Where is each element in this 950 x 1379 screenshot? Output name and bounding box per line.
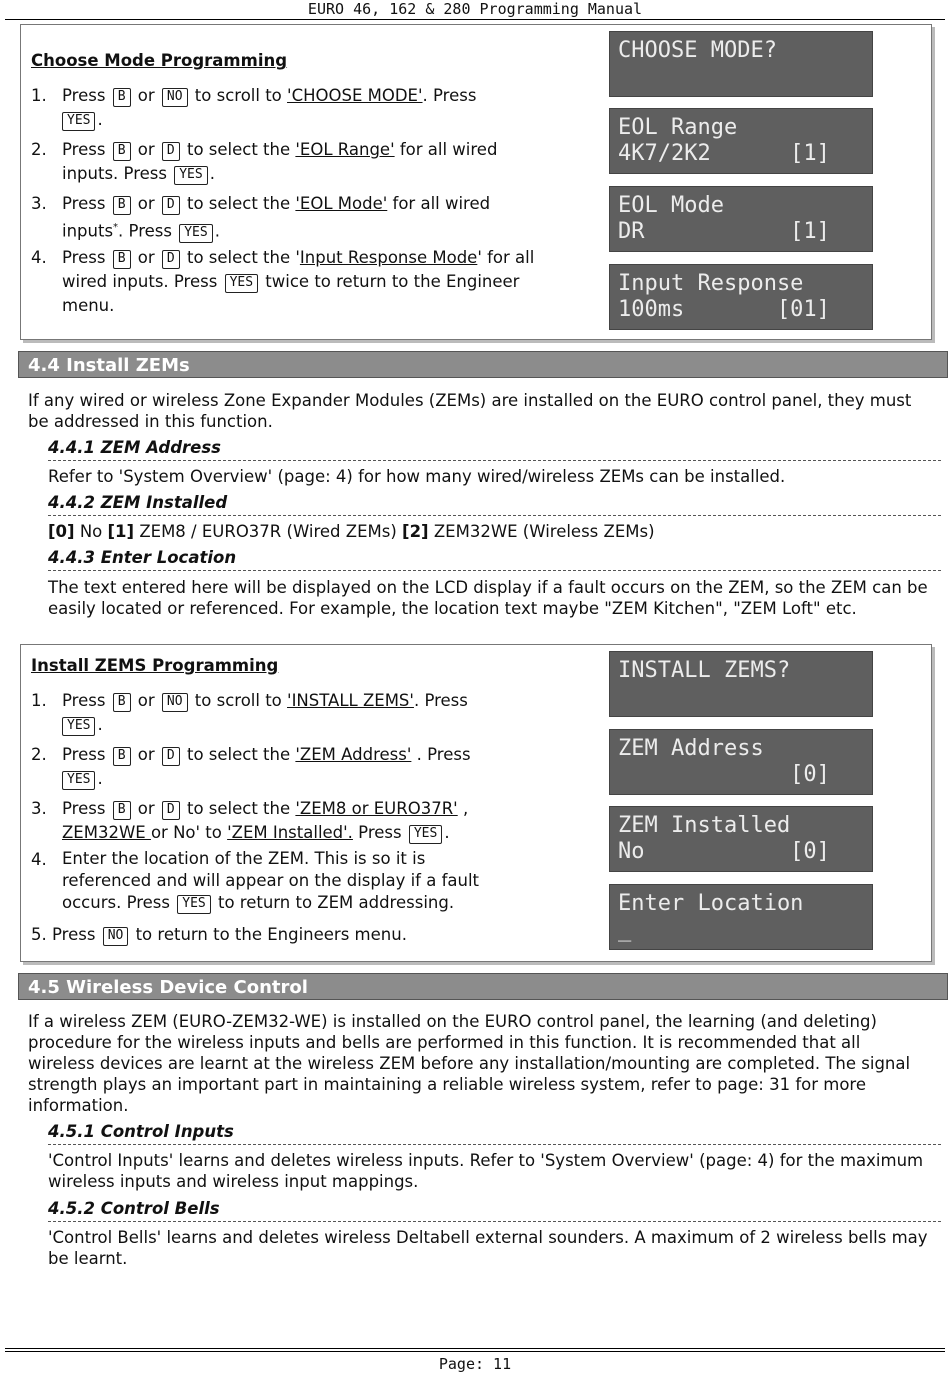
step-text: to select the xyxy=(181,194,296,213)
step-text: Press xyxy=(62,86,106,105)
page-header: EURO 46, 162 & 280 Programming Manual xyxy=(307,0,643,18)
step-text: Press xyxy=(62,691,106,710)
footnote-marker: * xyxy=(113,222,119,233)
yes-key-icon: YES xyxy=(62,112,95,131)
choose-mode-title: Choose Mode Programming xyxy=(31,51,288,70)
install-zems-box xyxy=(20,644,932,962)
b-key-icon: B xyxy=(113,142,131,161)
step-text: or No' to xyxy=(150,823,228,842)
step-text: Enter the location of the ZEM. This is so it is referenced and will appear on the display if a fault occurs. Press xyxy=(62,849,480,912)
section-4-4-intro: If any wired or wireless Zone Expander Modules (ZEMs) are installed on the EURO control panel, they must be addressed in this function. xyxy=(28,391,912,431)
subheading-4-4-1: 4.4.1 ZEM Address xyxy=(48,438,941,461)
step-text: or xyxy=(137,691,155,710)
step-text: Press xyxy=(62,799,106,818)
menu-target: Input Response Mode xyxy=(299,248,478,267)
no-key-icon: NO xyxy=(162,88,188,107)
lcd-line-2: [0] xyxy=(618,762,830,787)
step-text: . Press xyxy=(118,221,178,241)
menu-target: 'ZEM Address' xyxy=(295,745,412,764)
step-text: to select the xyxy=(181,745,296,764)
choose-mode-step-3 xyxy=(31,192,551,244)
lcd-display-install-zems xyxy=(609,651,873,717)
d-key-icon: D xyxy=(162,801,180,820)
yes-key-icon: YES xyxy=(177,895,210,914)
step-text: . xyxy=(97,715,103,734)
step-number: 4. xyxy=(31,248,47,267)
step-text: or xyxy=(137,86,155,105)
subsection-4-5-1-text: 'Control Inputs' learns and deletes wireless inputs. Refer to 'System Overview' (page: 4) for the maximum wireless inputs and wireless input mappings. xyxy=(48,1151,924,1191)
yes-key-icon: YES xyxy=(409,825,442,844)
step-text: or xyxy=(137,140,155,159)
lcd-line-2: 100ms [01] xyxy=(618,297,830,322)
step-text: or xyxy=(137,799,155,818)
lcd-display-input-response xyxy=(609,264,873,330)
menu-target: 'ZEM Installed'. xyxy=(227,823,353,842)
install-zems-title: Install ZEMS Programming xyxy=(31,656,279,675)
subheading-4-5-2: 4.5.2 Control Bells xyxy=(48,1199,941,1222)
yes-key-icon: YES xyxy=(225,274,258,293)
option-code: [2] xyxy=(402,522,429,541)
footer-rule xyxy=(5,1348,945,1349)
step-text: Press xyxy=(62,140,106,159)
choose-mode-step-4 xyxy=(31,246,551,318)
d-key-icon: D xyxy=(162,250,180,269)
lcd-display-eol-mode xyxy=(609,186,873,252)
choose-mode-box xyxy=(20,24,932,340)
menu-target: ZEM32WE xyxy=(62,823,151,842)
menu-target: 'CHOOSE MODE' xyxy=(287,86,423,105)
page-number: Page: 11 xyxy=(438,1355,512,1373)
lcd-line-2: No [0] xyxy=(618,839,830,864)
step-number: 1. xyxy=(31,86,47,105)
no-key-icon: NO xyxy=(162,693,188,712)
step-number: 3. xyxy=(31,194,47,213)
yes-key-icon: YES xyxy=(62,717,95,736)
subsection-4-4-1-text: Refer to 'System Overview' (page: 4) for how many wired/wireless ZEMs can be installed. xyxy=(48,467,786,486)
step-text: twice to return to the Engineer menu. xyxy=(62,272,520,315)
install-zems-step-2 xyxy=(31,743,551,791)
lcd-line-2 xyxy=(618,684,864,710)
subsection-4-4-2-text xyxy=(48,521,928,542)
install-zems-step-5 xyxy=(31,923,551,947)
d-key-icon: D xyxy=(162,196,180,215)
step-text: , xyxy=(457,799,474,818)
lcd-line-1: CHOOSE MODE? xyxy=(618,38,777,63)
section-heading-4-4: 4.4 Install ZEMs xyxy=(18,351,948,378)
step-text: Press xyxy=(62,745,106,764)
lcd-line-1: ZEM Address xyxy=(618,736,764,761)
install-zems-step-3 xyxy=(31,797,551,845)
header-rule xyxy=(5,19,945,20)
step-text: Press xyxy=(62,248,106,267)
step-text: Press xyxy=(52,925,96,944)
step-text: to return to the Engineers menu. xyxy=(130,925,407,944)
lcd-display-eol-range xyxy=(609,108,873,174)
step-text: to select the xyxy=(181,140,296,159)
lcd-display-enter-location xyxy=(609,884,873,950)
lcd-line-2: 4K7/2K2 [1] xyxy=(618,141,830,166)
step-text: or xyxy=(137,248,155,267)
lcd-display-zem-installed xyxy=(609,806,873,872)
lcd-line-1: EOL Mode xyxy=(618,193,724,218)
step-text: . xyxy=(209,164,215,183)
step-number: 1. xyxy=(31,691,47,710)
footer-rule xyxy=(5,1351,945,1352)
lcd-line-1: INSTALL ZEMS? xyxy=(618,658,791,683)
step-text: ' for all wired inputs. Press xyxy=(62,248,535,291)
yes-key-icon: YES xyxy=(174,166,207,185)
step-text: to return to ZEM addressing. xyxy=(212,893,455,912)
no-key-icon: NO xyxy=(103,927,129,946)
subsection-4-5-2-text: 'Control Bells' learns and deletes wireless Deltabell external sounders. A maximum of 2 wireless bells may be learnt. xyxy=(48,1228,928,1268)
subsection-4-4-3-text: The text entered here will be displayed on the LCD display if a fault occurs on the ZEM, so the ZEM can be easily located or referenced. For example, the location text maybe "ZEM Kitchen", "ZEM Loft" etc. xyxy=(48,578,928,618)
section-heading-4-5: 4.5 Wireless Device Control xyxy=(18,973,948,1000)
lcd-display-zem-address xyxy=(609,729,873,795)
step-text: . xyxy=(97,769,103,788)
step-number: 2. xyxy=(31,745,47,764)
step-text: to scroll to xyxy=(189,691,288,710)
lcd-display-choose-mode xyxy=(609,31,873,97)
step-text: . Press xyxy=(411,745,471,764)
yes-key-icon: YES xyxy=(62,771,95,790)
menu-target: 'INSTALL ZEMS' xyxy=(287,691,414,710)
d-key-icon: D xyxy=(162,747,180,766)
install-zems-step-1 xyxy=(31,689,551,737)
step-text: . xyxy=(214,221,220,241)
lcd-line-1: Input Response xyxy=(618,271,804,296)
choose-mode-step-2 xyxy=(31,138,551,186)
subheading-4-4-2: 4.4.2 ZEM Installed xyxy=(48,493,941,516)
option-label: ZEM8 / EURO37R (Wired ZEMs) xyxy=(134,522,403,541)
option-label: No xyxy=(74,522,108,541)
subheading-4-5-1: 4.5.1 Control Inputs xyxy=(48,1122,941,1145)
step-text: . xyxy=(97,110,103,129)
lcd-line-1: EOL Range xyxy=(618,115,738,140)
step-number: 3. xyxy=(31,799,47,818)
step-text: for all wired inputs. Press xyxy=(62,140,498,183)
b-key-icon: B xyxy=(113,747,131,766)
install-zems-step-4 xyxy=(31,848,511,914)
step-number: 5. xyxy=(31,925,47,944)
b-key-icon: B xyxy=(113,196,131,215)
lcd-line-2: DR [1] xyxy=(618,219,830,244)
step-text: to scroll to xyxy=(189,86,288,105)
section-4-5-intro: If a wireless ZEM (EURO-ZEM32-WE) is installed on the EURO control panel, the learning (and deleting) procedure for the wireless inputs and bells are performed in this function. It is recommended that all wireless devices are learnt at the wireless ZEM before any installation/mounting are completed. The signal strength plays an important part in maintaining a reliable wireless system, refer to page: 31 for more information. xyxy=(28,1012,911,1115)
b-key-icon: B xyxy=(113,88,131,107)
menu-target: 'EOL Range' xyxy=(295,140,395,159)
lcd-line-1: ZEM Installed xyxy=(618,813,791,838)
step-text: or xyxy=(137,745,155,764)
menu-target: 'EOL Mode' xyxy=(295,194,388,213)
b-key-icon: B xyxy=(113,693,131,712)
step-text: Press xyxy=(352,823,407,842)
subheading-4-4-3: 4.4.3 Enter Location xyxy=(48,548,941,571)
lcd-line-1: Enter Location xyxy=(618,891,804,916)
option-code: [0] xyxy=(48,522,75,541)
step-text: Press xyxy=(62,194,106,213)
b-key-icon: B xyxy=(113,801,131,820)
option-code: [1] xyxy=(107,522,135,541)
lcd-line-2: _ xyxy=(618,917,632,942)
step-text: to select the xyxy=(181,799,296,818)
step-text: . Press xyxy=(422,86,477,105)
lcd-line-2 xyxy=(618,64,864,90)
step-text: to select the ' xyxy=(181,248,300,267)
option-label: ZEM32WE (Wireless ZEMs) xyxy=(428,522,655,541)
step-text: . Press xyxy=(413,691,468,710)
step-text: for all wired inputs xyxy=(62,194,491,241)
choose-mode-step-1 xyxy=(31,84,551,132)
b-key-icon: B xyxy=(113,250,131,269)
d-key-icon: D xyxy=(162,142,180,161)
step-number: 2. xyxy=(31,140,47,159)
step-number: 4. xyxy=(31,850,47,869)
yes-key-icon: YES xyxy=(179,224,212,243)
step-text: . xyxy=(444,823,450,842)
step-text: or xyxy=(137,194,155,213)
menu-target: 'ZEM8 or EURO37R' xyxy=(295,799,458,818)
